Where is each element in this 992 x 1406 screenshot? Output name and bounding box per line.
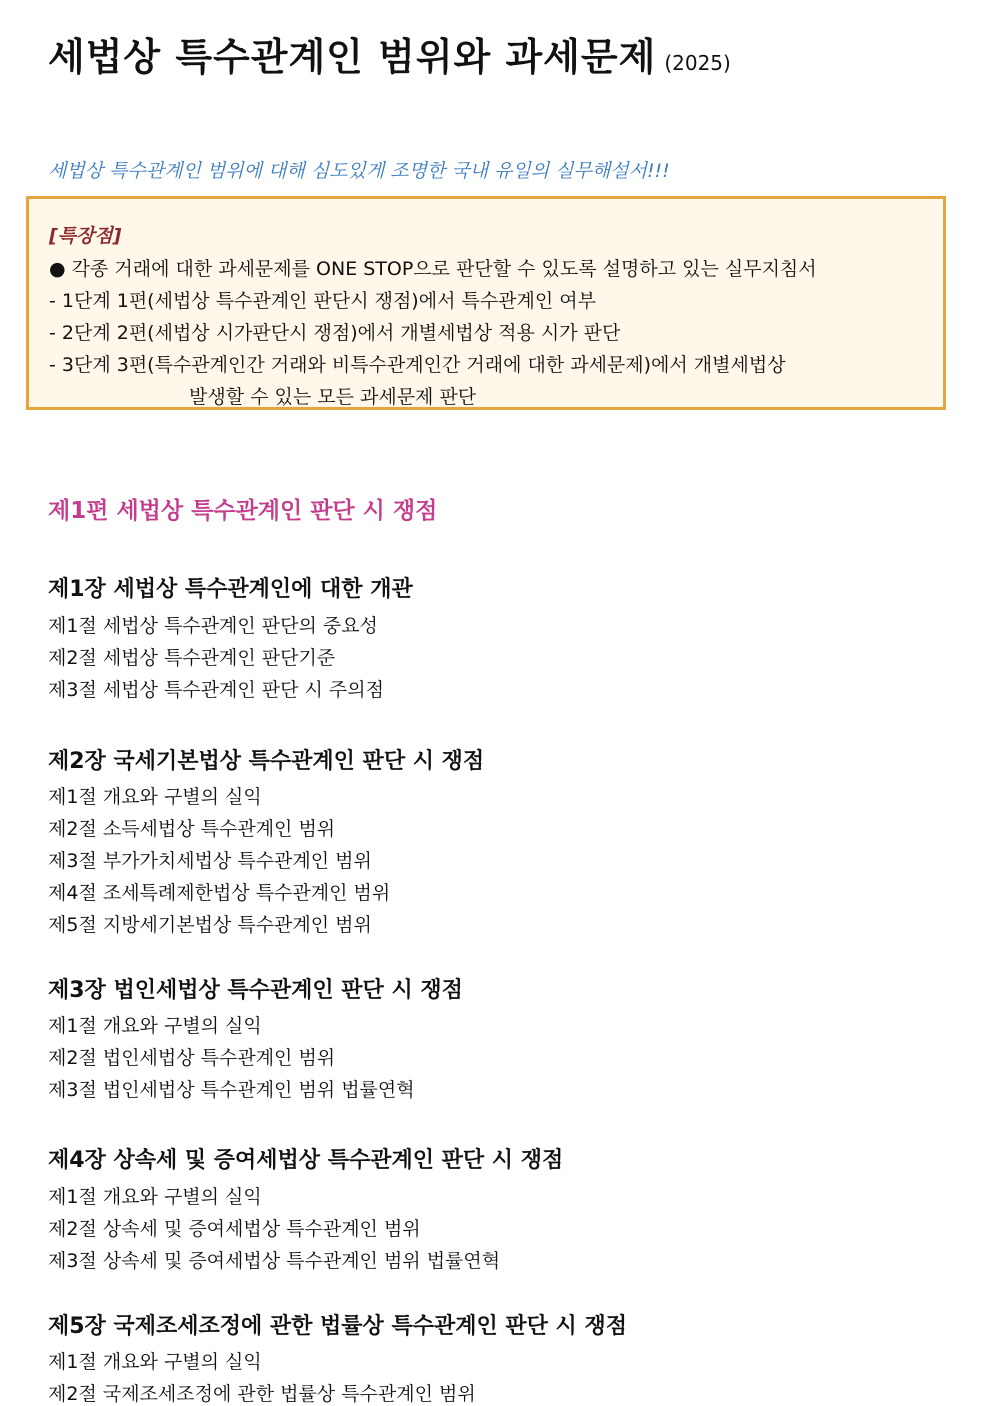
section-item: 제2절 세법상 특수관계인 판단기준 [48,647,336,669]
section-item: 제2절 상속세 및 증여세법상 특수관계인 범위 [48,1218,421,1240]
chapter-title: 제5장 국제조세조정에 관한 법률상 특수관계인 판단 시 쟁점 [48,1314,627,1339]
part-title: 제1편 세법상 특수관계인 판단 시 쟁점 [48,498,438,524]
section-item: 제1절 세법상 특수관계인 판단의 중요성 [48,615,378,637]
section-item: 제3절 상속세 및 증여세법상 특수관계인 범위 법률연혁 [48,1250,501,1272]
section-item: 제3절 세법상 특수관계인 판단 시 주의점 [48,679,384,701]
section-item: 제4절 조세특례제한법상 특수관계인 범위 [48,882,391,904]
section-item: 제2절 소득세법상 특수관계인 범위 [48,818,336,840]
feature-line: - 3단계 3편(특수관계인간 거래와 비특수관계인간 거래에 대한 과세문제)에서 개별세법상 [49,354,786,376]
feature-box [26,196,946,410]
tagline: 세법상 특수관계인 범위에 대해 심도있게 조명한 국내 유일의 실무해설서!!! [48,160,670,182]
feature-line: 발생할 수 있는 모든 과세문제 판단 [189,386,477,408]
document-title [48,26,731,81]
chapter-title: 제1장 세법상 특수관계인에 대한 개관 [48,577,413,602]
feature-line: - 1단계 1편(세법상 특수관계인 판단시 쟁점)에서 특수관계인 여부 [49,290,596,312]
section-item: 제5절 지방세기본법상 특수관계인 범위 [48,914,372,936]
chapter-title: 제2장 국세기본법상 특수관계인 판단 시 쟁점 [48,749,485,774]
section-item: 제3절 부가가치세법상 특수관계인 범위 [48,850,372,872]
feature-heading: [특장점] [49,225,122,247]
section-item: 제1절 개요와 구별의 실익 [48,1186,262,1208]
chapter-title: 제4장 상속세 및 증여세법상 특수관계인 판단 시 쟁점 [48,1148,564,1173]
section-item: 제2절 국제조세조정에 관한 법률상 특수관계인 범위 [48,1383,476,1405]
title-text: 세법상 특수관계인 범위와 과세문제 [48,35,657,79]
title-year: (2025) [664,51,731,75]
feature-line: - 2단계 2편(세법상 시가판단시 쟁점)에서 개별세법상 적용 시가 판단 [49,322,621,344]
feature-line: ● 각종 거래에 대한 과세문제를 ONE STOP으로 판단할 수 있도록 설명하고 있는 실무지침서 [49,258,817,280]
section-item: 제1절 개요와 구별의 실익 [48,786,262,808]
section-item: 제1절 개요와 구별의 실익 [48,1015,262,1037]
section-item: 제1절 개요와 구별의 실익 [48,1351,262,1373]
section-item: 제2절 법인세법상 특수관계인 범위 [48,1047,336,1069]
section-item: 제3절 법인세법상 특수관계인 범위 법률연혁 [48,1079,415,1101]
chapter-title: 제3장 법인세법상 특수관계인 판단 시 쟁점 [48,978,463,1003]
